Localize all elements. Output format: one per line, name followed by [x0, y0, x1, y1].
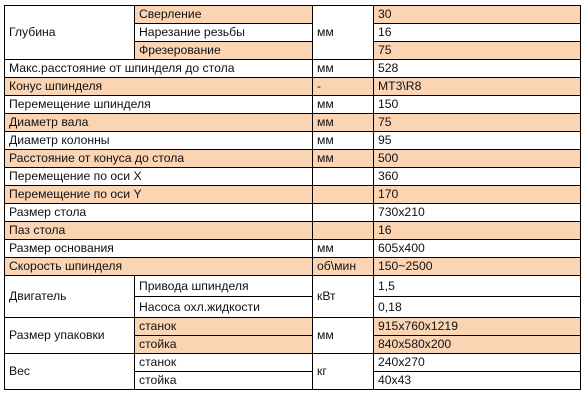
base-size-unit: мм: [313, 240, 374, 258]
table-row: [5, 150, 581, 168]
drilling-label: Сверление: [135, 6, 313, 24]
spindle-speed-unit: об\мин: [313, 258, 374, 276]
packing-size-label: Размер упаковки: [5, 318, 135, 354]
table-row: [5, 6, 581, 24]
spindle-taper-unit: -: [313, 78, 374, 96]
table-row: [5, 258, 581, 276]
weight-machine-label: станок: [135, 354, 313, 372]
shaft-diameter-unit: мм: [313, 114, 374, 132]
table-row: [5, 114, 581, 132]
max-distance-label: Макс.расстояние от шпинделя до стола: [5, 60, 313, 78]
base-size-value: 605x400: [374, 240, 581, 258]
depth-unit: мм: [313, 6, 374, 60]
weight-machine-value: 240x270: [374, 354, 581, 372]
coolant-pump-value: 0,18: [374, 297, 581, 318]
shaft-diameter-label: Диаметр вала: [5, 114, 313, 132]
travel-x-unit: [313, 168, 374, 186]
table-slot-unit: [313, 222, 374, 240]
table-size-label: Размер стола: [5, 204, 313, 222]
spindle-taper-label: Конус шпинделя: [5, 78, 313, 96]
packing-stand-value: 840x580x200: [374, 336, 581, 354]
table-row: [5, 186, 581, 204]
depth-label: Глубина: [5, 6, 135, 60]
coolant-pump-label: Насоса охл.жидкости: [135, 297, 313, 318]
spindle-travel-unit: мм: [313, 96, 374, 114]
motor-unit: кВт: [313, 276, 374, 318]
packing-stand-label: стойка: [135, 336, 313, 354]
milling-value: 75: [374, 42, 581, 60]
shaft-diameter-value: 75: [374, 114, 581, 132]
travel-y-unit: [313, 186, 374, 204]
spindle-speed-value: 150~2500: [374, 258, 581, 276]
taper-to-table-unit: мм: [313, 150, 374, 168]
max-distance-value: 528: [374, 60, 581, 78]
travel-x-label: Перемещение по оси X: [5, 168, 313, 186]
table-slot-value: 16: [374, 222, 581, 240]
packing-size-unit: мм: [313, 318, 374, 354]
table-row: [5, 318, 581, 336]
table-row: [5, 78, 581, 96]
milling-label: Фрезерование: [135, 42, 313, 60]
drilling-value: 30: [374, 6, 581, 24]
spindle-speed-label: Скорость шпинделя: [5, 258, 313, 276]
packing-machine-label: станок: [135, 318, 313, 336]
column-diameter-value: 95: [374, 132, 581, 150]
column-diameter-label: Диаметр колонны: [5, 132, 313, 150]
table-row: [5, 132, 581, 150]
tapping-label: Нарезание резьбы: [135, 24, 313, 42]
base-size-label: Размер основания: [5, 240, 313, 258]
spindle-drive-value: 1,5: [374, 276, 581, 297]
table-row: [5, 276, 581, 297]
table-size-value: 730x210: [374, 204, 581, 222]
table-slot-label: Паз стола: [5, 222, 313, 240]
weight-label: Вес: [5, 354, 135, 390]
travel-x-value: 360: [374, 168, 581, 186]
table-row: [5, 354, 581, 372]
packing-machine-value: 915x760x1219: [374, 318, 581, 336]
tapping-value: 16: [374, 24, 581, 42]
max-distance-unit: мм: [313, 60, 374, 78]
weight-stand-value: 40x43: [374, 372, 581, 390]
travel-y-value: 170: [374, 186, 581, 204]
spindle-drive-label: Привода шпинделя: [135, 276, 313, 297]
taper-to-table-label: Расстояние от конуса до стола: [5, 150, 313, 168]
table-row: [5, 240, 581, 258]
spindle-taper-value: MT3\R8: [374, 78, 581, 96]
table-row: [5, 168, 581, 186]
table-row: [5, 204, 581, 222]
specifications-table: [4, 5, 581, 390]
spindle-travel-label: Перемещение шпинделя: [5, 96, 313, 114]
taper-to-table-value: 500: [374, 150, 581, 168]
spindle-travel-value: 150: [374, 96, 581, 114]
table-size-unit: [313, 204, 374, 222]
table-row: [5, 222, 581, 240]
column-diameter-unit: мм: [313, 132, 374, 150]
table-row: [5, 60, 581, 78]
weight-unit: кг: [313, 354, 374, 390]
table-row: [5, 96, 581, 114]
travel-y-label: Перемещение по оси Y: [5, 186, 313, 204]
motor-label: Двигатель: [5, 276, 135, 318]
weight-stand-label: стойка: [135, 372, 313, 390]
